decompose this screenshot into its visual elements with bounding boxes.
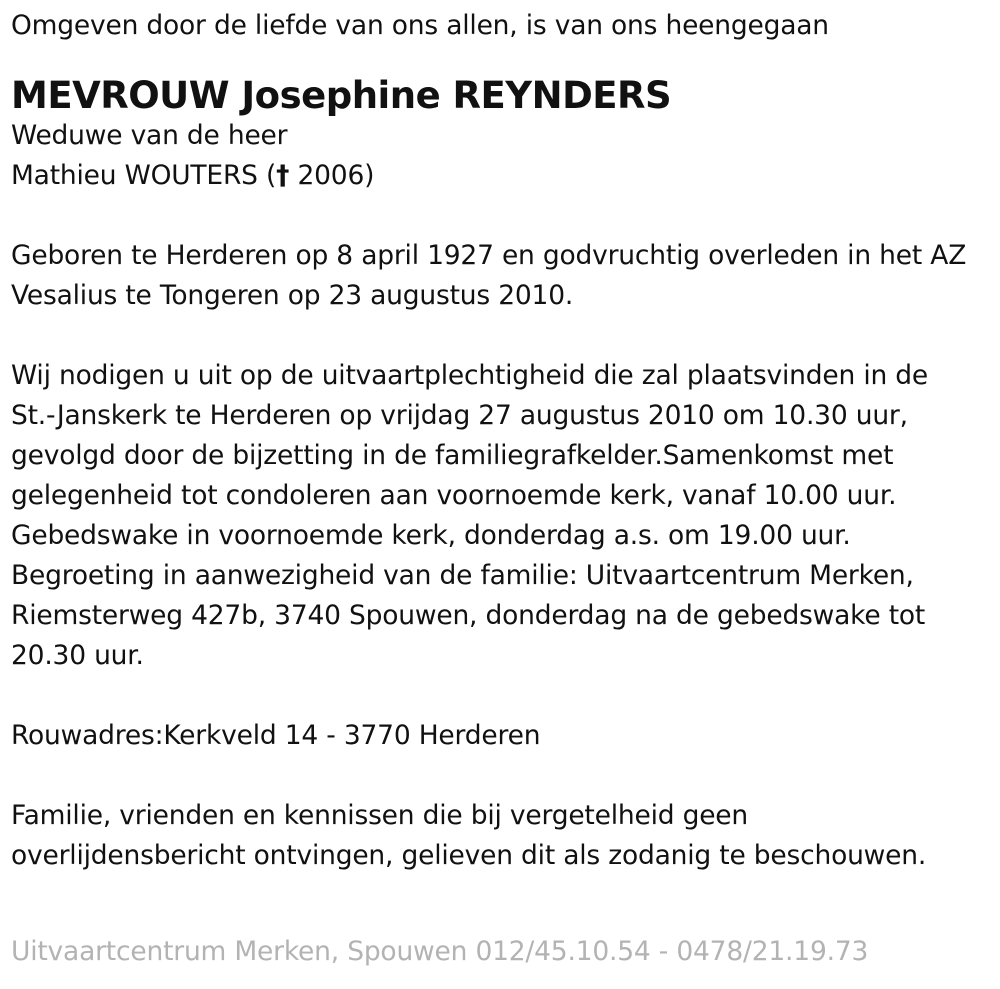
paragraph-line: gevolgd door de bijzetting in de familiegrafkelder.Samenkomst met — [11, 440, 894, 471]
spouse-death-year: 2006) — [289, 160, 375, 191]
ceremony-paragraph — [11, 356, 1000, 676]
paragraph-line: Wij nodigen u uit op de uitvaartplechtigheid die zal plaatsvinden in de — [11, 360, 929, 391]
birth-death-paragraph — [11, 236, 1000, 316]
address-paragraph — [11, 716, 1000, 756]
spouse-name: Mathieu WOUTERS ( — [11, 160, 277, 191]
intro-text: Omgeven door de liefde van ons allen, is van ons heengegaan — [11, 10, 829, 41]
mourning-address: Rouwadres:Kerkveld 14 - 3770 Herderen — [11, 720, 541, 751]
deceased-name: MEVROUW Josephine REYNDERS — [11, 74, 672, 117]
cross-icon: † — [276, 160, 290, 191]
funeral-home-footer: Uitvaartcentrum Merken, Spouwen 012/45.10.54 - 0478/21.19.73 — [11, 936, 869, 967]
widow-line: Weduwe van de heer — [11, 120, 288, 151]
paragraph-line: gelegenheid tot condoleren aan voornoemde kerk, vanaf 10.00 uur. — [11, 480, 897, 511]
closing-paragraph — [11, 796, 1000, 876]
paragraph-line: Riemsterweg 427b, 3740 Spouwen, donderdag na de gebedswake tot — [11, 600, 926, 631]
paragraph-line: Geboren te Herderen op 8 april 1927 en godvruchtig overleden in het AZ — [11, 240, 967, 271]
paragraph-line: Gebedswake in voornoemde kerk, donderdag a.s. om 19.00 uur. — [11, 520, 851, 551]
paragraph-line: Begroeting in aanwezigheid van de familie: Uitvaartcentrum Merken, — [11, 560, 914, 591]
paragraph-line: Vesalius te Tongeren op 23 augustus 2010. — [11, 280, 574, 311]
paragraph-line: overlijdensbericht ontvingen, gelieven dit als zodanig te beschouwen. — [11, 840, 927, 871]
paragraph-line: 20.30 uur. — [11, 640, 144, 671]
spouse-line — [11, 156, 1000, 196]
paragraph-line: St.-Janskerk te Herderen op vrijdag 27 augustus 2010 om 10.30 uur, — [11, 400, 908, 431]
paragraph-line: Familie, vrienden en kennissen die bij vergetelheid geen — [11, 800, 749, 831]
